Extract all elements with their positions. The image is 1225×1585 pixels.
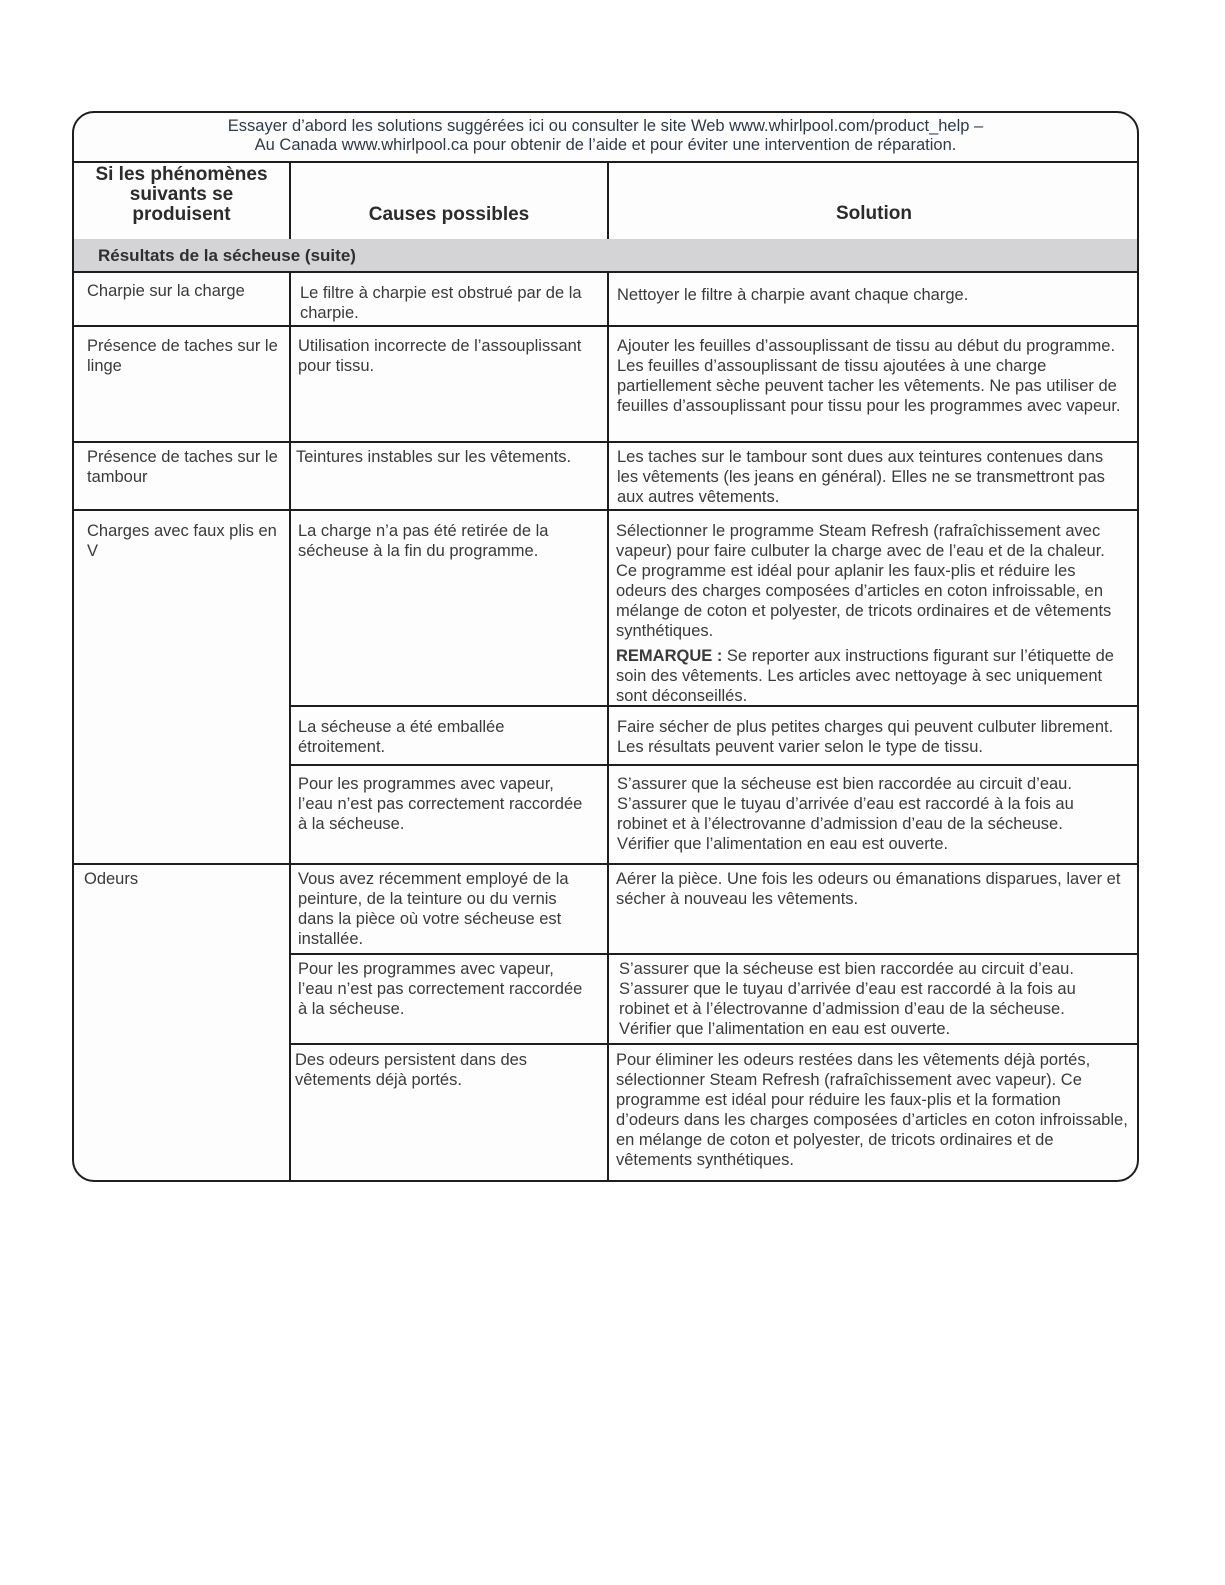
- cause-cell: Pour les programmes avec vapeur, l’eau n’est pas correctement raccordée à la sécheuse.: [298, 960, 583, 1018]
- row-divider: [289, 1043, 1137, 1045]
- row-divider: [74, 863, 1137, 865]
- problem-cell: Charges avec faux plis en V: [87, 522, 277, 560]
- cause-cell: Des odeurs persistent dans des vêtements déjà portés.: [295, 1051, 528, 1089]
- problem-cell: Charpie sur la charge: [87, 282, 245, 300]
- cause-cell: La charge n’a pas été retirée de la sécheuse à la fin du programme.: [298, 522, 549, 560]
- intro-line-2: Au Canada www.whirlpool.ca pour obtenir de l’aide et pour éviter une intervention de réparation.: [254, 136, 957, 154]
- row-divider: [289, 764, 1137, 766]
- solution-cell: S’assurer que la sécheuse est bien raccordée au circuit d’eau. S’assurer que le tuyau d’arrivée d’eau est raccordé à la fois au robinet et à l’électrovanne d’admission d’eau de la sécheuse. Vérifier que l’alimentation en eau est ouverte.: [619, 960, 1076, 1038]
- divider: [607, 163, 609, 239]
- problem-cell: Présence de taches sur le tambour: [87, 448, 278, 486]
- note-text: Se reporter aux instructions figurant sur l’étiquette de soin des vêtements. Les articles avec nettoyage à sec uniquement sont déconseillés.: [616, 647, 1114, 705]
- header-causes: Causes possibles: [368, 204, 530, 225]
- cause-cell: Pour les programmes avec vapeur, l’eau n’est pas correctement raccordée à la sécheuse.: [298, 775, 583, 833]
- row-divider: [74, 441, 1137, 443]
- problem-cell: Présence de taches sur le linge: [87, 337, 278, 375]
- row-divider: [74, 325, 1137, 327]
- cause-cell: Utilisation incorrecte de l’assouplissant pour tissu.: [298, 337, 582, 375]
- row-divider: [289, 953, 1137, 955]
- table-header-row: [74, 163, 1137, 241]
- solution-cell: Faire sécher de plus petites charges qui peuvent culbuter librement. Les résultats peuvent varier selon le type de tissu.: [617, 718, 1114, 756]
- intro-line-1: Essayer d’abord les solutions suggérées ici ou consulter le site Web www.whirlpool.com/product_help –: [227, 117, 984, 135]
- solution-cell: Pour éliminer les odeurs restées dans les vêtements déjà portés, sélectionner Steam Refresh (rafraîchissement avec vapeur). Ce programme est idéal pour réduire les faux-plis et la formation d’odeurs dans les charges composées d’articles en coton infroissable, en mélange de coton et polyester, de tricots ordinaires et de vêtements synthétiques.: [616, 1051, 1128, 1169]
- solution-cell: Nettoyer le filtre à charpie avant chaque charge.: [617, 286, 969, 304]
- divider: [289, 273, 291, 1182]
- divider: [289, 163, 291, 239]
- solution-cell: Aérer la pièce. Une fois les odeurs ou émanations disparues, laver et sécher à nouveau les vêtements.: [616, 870, 1121, 908]
- row-divider: [74, 509, 1137, 511]
- solution-cell: Les taches sur le tambour sont dues aux teintures contenues dans les vêtements (les jeans en général). Elles ne se transmettront pas aux autres vêtements.: [617, 448, 1105, 506]
- intro-banner: [74, 113, 1137, 163]
- note-label: REMARQUE :: [616, 647, 723, 665]
- divider: [607, 273, 609, 1182]
- cause-cell: Le filtre à charpie est obstrué par de la charpie.: [300, 284, 582, 322]
- cause-cell: Vous avez récemment employé de la peinture, de la teinture ou du vernis dans la pièce où votre sécheuse est installée.: [298, 870, 569, 948]
- solution-cell: S’assurer que la sécheuse est bien raccordée au circuit d’eau. S’assurer que le tuyau d’arrivée d’eau est raccordé à la fois au robinet et à l’électrovanne d’admission d’eau de la sécheuse. Vérifier que l’alimentation en eau est ouverte.: [617, 775, 1074, 853]
- troubleshooting-table: [72, 111, 1139, 1182]
- header-solution: Solution: [836, 203, 912, 224]
- problem-cell: Odeurs: [84, 870, 139, 888]
- cause-cell: Teintures instables sur les vêtements.: [296, 448, 572, 466]
- cause-cell: La sécheuse a été emballée étroitement.: [298, 718, 505, 756]
- solution-cell: Ajouter les feuilles d’assouplissant de tissu au début du programme. Les feuilles d’assouplissant de tissu ajoutées à une charge partiellement sèche peuvent tacher les vêtements. Ne pas utiliser de feuilles d’assouplissant pour tissu pour les programmes avec vapeur.: [617, 337, 1121, 415]
- solution-cell: [616, 521, 1128, 706]
- note-paragraph: [616, 646, 1128, 706]
- header-problem: Si les phénomènes suivants se produisent: [95, 164, 268, 225]
- solution-text: Sélectionner le programme Steam Refresh (rafraîchissement avec vapeur) pour faire culbuter la charge avec de l’eau et de la chaleur. Ce programme est idéal pour aplanir les faux-plis et réduire les odeurs des charges composées d’articles en coton infroissable, en mélange de coton et polyester, de tricots ordinaires et de vêtements synthétiques.: [616, 522, 1112, 640]
- section-title: Résultats de la sécheuse (suite): [74, 239, 1137, 273]
